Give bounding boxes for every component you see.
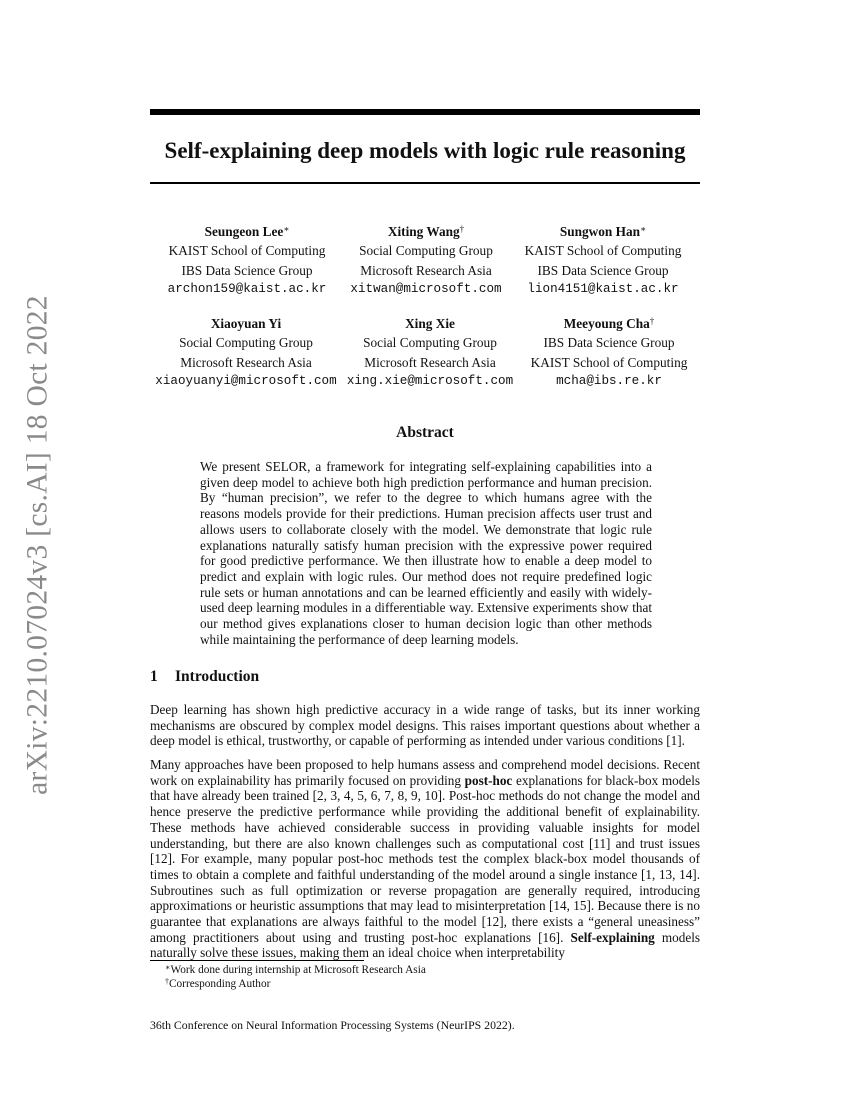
author-email: mcha@ibs.re.kr <box>556 373 662 388</box>
author-mark: † <box>459 224 465 234</box>
author-email: archon159@kaist.ac.kr <box>167 281 327 296</box>
footnote <box>150 963 426 977</box>
intro-paragraph-2 <box>150 757 700 961</box>
conference-venue: 36th Conference on Neural Information Processing Systems (NeurIPS 2022). <box>150 1018 515 1032</box>
footnote <box>150 977 270 991</box>
author-email: xing.xie@microsoft.com <box>346 373 514 388</box>
author-email: lion4151@kaist.ac.kr <box>527 281 679 296</box>
footnote-text: Corresponding Author <box>169 978 271 990</box>
author-affiliation: Social Computing Group <box>179 335 313 351</box>
author-block <box>146 314 346 391</box>
section-heading <box>150 668 259 686</box>
intro-paragraph-1: Deep learning has shown high predictive accuracy in a wide range of tasks, but its inner working mechanisms are obscured by complex model designs. This raises important questions about whether a deep model is ethical, trustworthy, or capable of performing as intended under various conditions [1]. <box>150 702 700 749</box>
arxiv-identifier-text: arXiv:2210.07024v3 [cs.AI] 18 Oct 2022 <box>21 295 54 795</box>
author-affiliation: IBS Data Science Group <box>181 262 313 278</box>
paragraph-text: explanations for black-box models that have already been trained [2, 3, 4, 5, 6, 7, 8, 9, 10]. Post-hoc methods do not change the model and hence preserve the predictive performance while providing the additional benefit of explainability. These methods have achieved considerable success in providing valuable insights for model understanding, but there are also known challenges such as computational cost [11] and trust issues [12]. For example, many popular post-hoc methods test the complex black-box model thousands of times to obtain a complete and faithful understanding of the model around a single instance [1, 13, 14]. Subroutines such as full optimization or reverse propagation are generally required, introducing approximations or heuristic assumptions that may lead to misinterpretation [14, 15]. Because there is no guarantee that explanations are always faithful to the model [12], there exists a “general uneasiness” among practitioners about using and trusting post-hoc explanations [16]. <box>150 772 700 945</box>
footnote-mark: † <box>165 977 169 986</box>
author-affiliation: Social Computing Group <box>363 335 497 351</box>
author-email: xitwan@microsoft.com <box>350 281 502 296</box>
abstract-text: We present SELOR, a framework for integrating self-explaining capabilities into a given deep model to achieve both high prediction performance and human precision. By “human precision”, we refer to the degree to which humans agree with the reasons models provide for their predictions. Human precision affects user trust and allows users to collaborate closely with the model. We demonstrate that logic rule explanations naturally satisfy human precision with the expressive power required for good predictive performance. We then illustrate how to enable a deep model to predict and explain with logic rules. Our method does not require predefined logic rule sets or human annotations and can be learned efficiently and easily with widely-used deep learning modules in a differentiable way. Extensive experiments show that our method gives explanations closer to human decision logic than other methods while maintaining the performance of deep learning models. <box>200 459 652 647</box>
paragraph-text: models naturally solve these issues, making them an ideal choice when interpretability <box>150 929 700 961</box>
author-block <box>330 314 530 391</box>
author-name: Seungeon Lee <box>204 224 284 239</box>
author-block <box>503 222 703 299</box>
author-name: Xing Xie <box>405 316 455 331</box>
author-name: Xiting Wang <box>387 224 460 239</box>
footnote-text: Work done during internship at Microsoft Research Asia <box>170 964 426 976</box>
footnote-mark: ∗ <box>165 963 171 972</box>
author-affiliation: KAIST School of Computing <box>524 243 682 259</box>
title-bottom-rule <box>150 182 700 184</box>
section-number: 1 <box>150 668 158 685</box>
author-email: xiaoyuanyi@microsoft.com <box>155 373 337 388</box>
section-title: Introduction <box>175 668 260 685</box>
title-top-rule <box>150 109 700 115</box>
author-block <box>509 314 709 391</box>
author-name: Meeyoung Cha <box>563 316 650 331</box>
author-affiliation: Social Computing Group <box>359 243 493 259</box>
author-affiliation: Microsoft Research Asia <box>364 354 496 370</box>
author-block <box>326 222 526 299</box>
arxiv-identifier-stamp <box>12 290 64 800</box>
author-mark: ∗ <box>640 224 647 234</box>
author-name: Sungwon Han <box>559 224 641 239</box>
author-mark: † <box>649 316 655 326</box>
author-affiliation: KAIST School of Computing <box>168 243 326 259</box>
emphasis-text: Self-explaining <box>570 929 655 945</box>
author-affiliation: KAIST School of Computing <box>530 354 688 370</box>
footnote-rule <box>150 960 364 961</box>
author-name: Xiaoyuan Yi <box>210 316 282 331</box>
paragraph-text: Many approaches have been proposed to help humans assess and comprehend model decisions. Recent work on explainability has primarily focused on providing <box>150 757 700 788</box>
author-affiliation: IBS Data Science Group <box>543 335 675 351</box>
author-block <box>147 222 347 299</box>
author-mark: ∗ <box>283 224 290 234</box>
author-affiliation: Microsoft Research Asia <box>360 262 492 278</box>
abstract-heading: Abstract <box>396 424 454 441</box>
emphasis-text: post-hoc <box>464 772 513 788</box>
author-affiliation: IBS Data Science Group <box>537 262 669 278</box>
author-affiliation: Microsoft Research Asia <box>180 354 312 370</box>
paper-title: Self-explaining deep models with logic rule reasoning <box>164 138 686 163</box>
